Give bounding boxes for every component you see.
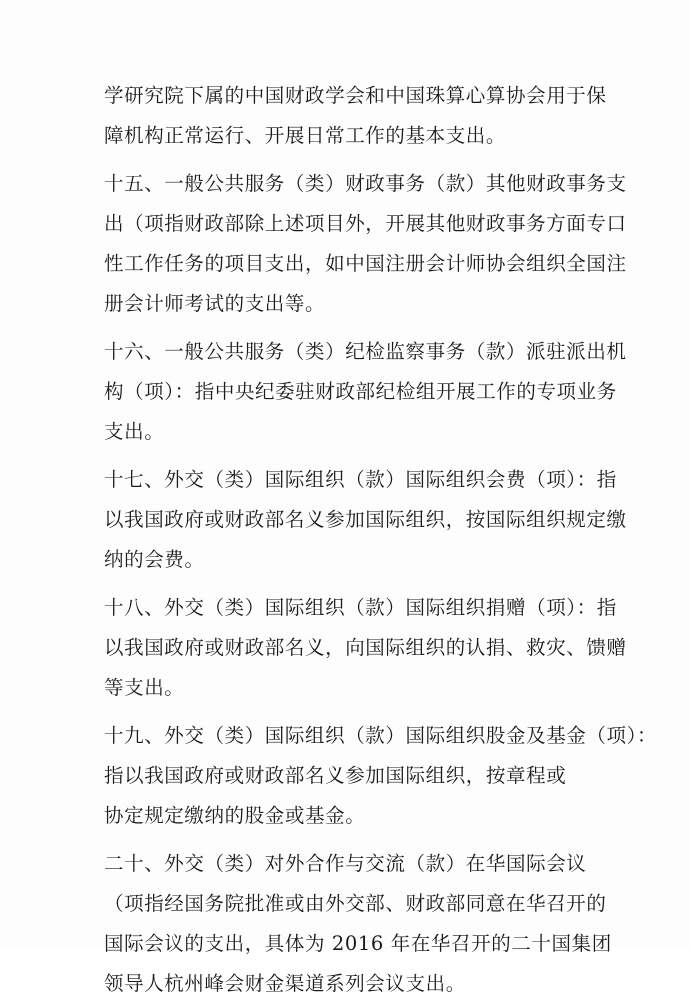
text-line: 构（项）：指中央纪委驻财政部纪检组开展工作的专项业务 [104, 380, 617, 403]
text-line: 以我国政府或财政部名义参加国际组织，按国际组织规定缴 [104, 508, 627, 531]
text-line: 协定规定缴纳的股金或基金。 [104, 804, 366, 827]
text-line: 十八、外交（类）国际组织（款）国际组织捐赠（项）：指 [104, 596, 617, 619]
text-line: 纳的会费。 [104, 548, 205, 571]
text-line: 十六、一般公共服务（类）纪检监察事务（款）派驻派出机 [104, 340, 627, 363]
text-line: 领导人杭州峰会财金渠道系列会议支出。 [104, 972, 466, 995]
text-line: 出（项指财政部除上述项目外，开展其他财政事务方面专口 [104, 212, 627, 235]
text-line: 指以我国政府或财政部名义参加国际组织，按章程或 [104, 764, 567, 787]
text-line: 二十、外交（类）对外合作与交流（款）在华国际会议 [104, 852, 587, 875]
text-line: 学研究院下属的中国财政学会和中国珠算心算协会用于保 [104, 84, 607, 107]
text-line: 等支出。 [104, 676, 185, 699]
text-line: （项指经国务院批准或由外交部、财政部同意在华召开的 [104, 892, 607, 915]
text-line: 支出。 [104, 420, 165, 443]
text-line: 十五、一般公共服务（类）财政事务（款）其他财政事务支 [104, 172, 627, 195]
text-line: 以我国政府或财政部名义，向国际组织的认捐、救灾、馈赠 [104, 636, 627, 659]
text-line: 十七、外交（类）国际组织（款）国际组织会费（项）：指 [104, 468, 617, 491]
text-line: 性工作任务的项目支出，如中国注册会计师协会组织全国注 [104, 252, 627, 275]
text-line: 册会计师考试的支出等。 [104, 292, 326, 315]
text-line: 障机构正常运行、开展日常工作的基本支出。 [104, 124, 507, 147]
text-line: 国际会议的支出，具体为 2016 年在华召开的二十国集团 [104, 932, 612, 955]
text-line: 十九、外交（类）国际组织（款）国际组织股金及基金（项）： [104, 724, 658, 747]
document-body [104, 76, 658, 1004]
